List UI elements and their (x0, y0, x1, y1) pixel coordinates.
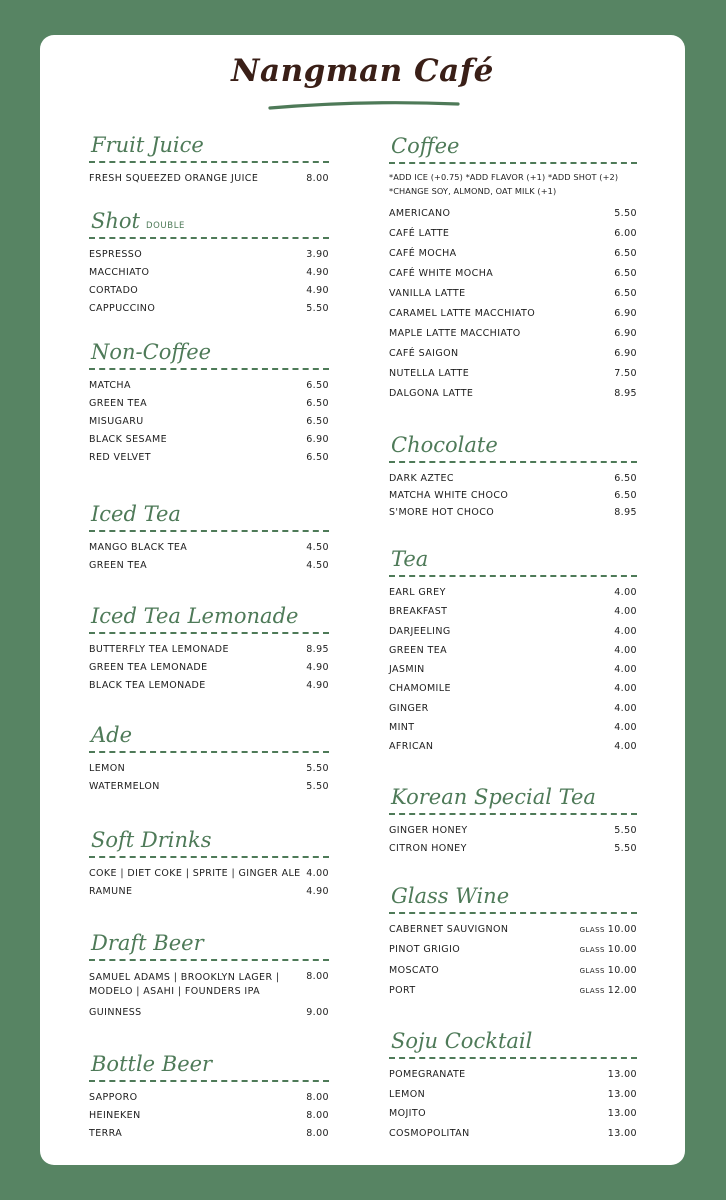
menu-item (389, 739, 637, 758)
section-header (89, 334, 329, 370)
section-header (389, 541, 637, 577)
menu-item (89, 678, 329, 696)
item-price (580, 944, 637, 955)
item-price: 4.00 (614, 741, 637, 753)
section-ade (89, 717, 329, 797)
item-price-value: 10.00 (607, 964, 637, 976)
section-header (89, 598, 329, 634)
item-name: MATCHA WHITE CHOCO (389, 490, 509, 501)
item-price: 6.50 (614, 288, 637, 299)
section-iced-tea-lemonade (89, 598, 329, 696)
item-price: 8.00 (306, 1092, 329, 1103)
item-name: VANILLA LATTE (389, 288, 466, 299)
section-title: Ade (91, 723, 133, 747)
section-draft-beer (89, 925, 329, 1023)
menu-item (89, 283, 329, 301)
section-fruit-juice (89, 127, 329, 189)
item-name: GREEN TEA (89, 560, 147, 571)
menu-item (89, 866, 329, 884)
section-title: Soju Cocktail (391, 1029, 533, 1053)
menu-item (89, 660, 329, 678)
menu-item (389, 346, 637, 366)
section-title (91, 209, 185, 233)
section-header (89, 822, 329, 858)
item-price: 6.50 (306, 380, 329, 391)
item-price: 4.90 (306, 285, 329, 296)
section-title: Tea (391, 547, 429, 571)
item-name: CAFÉ LATTE (389, 228, 450, 239)
item-name: POMEGRANATE (389, 1069, 466, 1080)
item-name: MINT (389, 722, 415, 734)
item-name: PINOT GRIGIO (389, 944, 461, 956)
menu-item (389, 823, 637, 841)
section-title: Iced Tea (91, 502, 181, 526)
item-price: 6.90 (614, 308, 637, 319)
item-price: 6.50 (306, 416, 329, 427)
menu-item (389, 681, 637, 700)
section-header (89, 1046, 329, 1082)
item-price: 13.00 (607, 1108, 637, 1120)
item-price: 4.90 (306, 886, 329, 897)
item-name: MOSCATO (389, 964, 440, 976)
item-name: GREEN TEA (89, 398, 147, 409)
item-name-line-1: SAMUEL ADAMS | BROOKLYN LAGER | (89, 972, 280, 983)
item-name: MOJITO (389, 1108, 426, 1120)
section-soft-drinks (89, 822, 329, 902)
menu-item (89, 247, 329, 265)
section-title: Soft Drinks (91, 828, 212, 852)
menu-item (89, 450, 329, 468)
menu-item (389, 942, 637, 962)
item-name: GREEN TEA LEMONADE (89, 662, 208, 673)
item-price: 6.50 (306, 398, 329, 409)
menu-item (389, 720, 637, 739)
menu-item (389, 366, 637, 386)
menu-item (389, 326, 637, 346)
item-price: 8.00 (306, 1128, 329, 1139)
item-price: 5.50 (306, 303, 329, 314)
item-price: 4.00 (306, 868, 329, 879)
item-name: TERRA (89, 1128, 123, 1139)
section-glass-wine (389, 878, 637, 1003)
item-name: AMERICANO (389, 208, 451, 219)
menu-item (389, 266, 637, 286)
item-price: 4.50 (306, 560, 329, 571)
menu-item (89, 265, 329, 283)
item-name: S'MORE HOT CHOCO (389, 507, 495, 518)
section-bottle-beer (89, 1046, 329, 1144)
section-title-text: Shot (91, 209, 140, 233)
glass-unit-label: GLASS (579, 946, 605, 955)
menu-item (389, 643, 637, 662)
item-name: CORTADO (89, 285, 139, 296)
item-price: 8.00 (306, 173, 329, 184)
item-price: 6.00 (614, 228, 637, 239)
item-price-value: 12.00 (607, 984, 637, 996)
menu-item (89, 884, 329, 902)
menu-item (89, 558, 329, 576)
menu-item (389, 983, 637, 1003)
section-iced-tea (89, 496, 329, 576)
item-name: CAFÉ WHITE MOCHA (389, 268, 494, 279)
menu-item (89, 1005, 329, 1023)
item-name: GREEN TEA (389, 644, 447, 656)
item-price: 8.95 (306, 644, 329, 655)
item-price: 8.00 (306, 971, 329, 982)
section-subtitle: DOUBLE (146, 221, 185, 231)
menu-item (389, 662, 637, 681)
glass-unit-label: GLASS (579, 966, 605, 975)
item-price: 4.00 (614, 606, 637, 618)
item-name: WATERMELON (89, 781, 160, 792)
item-name: MACCHIATO (89, 267, 150, 278)
menu-item (89, 171, 329, 189)
item-price: 9.00 (306, 1007, 329, 1018)
item-price: 4.00 (614, 664, 637, 676)
item-name: JASMIN (389, 664, 425, 676)
section-header (89, 127, 329, 163)
item-price: 4.00 (614, 587, 637, 598)
menu-item (89, 432, 329, 450)
section-shot (89, 203, 329, 319)
item-price: 4.90 (306, 267, 329, 278)
menu-item (89, 396, 329, 414)
section-title: Korean Special Tea (391, 785, 596, 809)
menu-item (89, 414, 329, 432)
menu-item (389, 1087, 637, 1107)
item-name: RED VELVET (89, 452, 151, 463)
section-header (89, 925, 329, 961)
item-price: 4.00 (614, 644, 637, 656)
item-price: 6.50 (614, 490, 637, 501)
coffee-note-line-2: *CHANGE SOY, ALMOND, OAT MILK (+1) (389, 186, 557, 196)
section-non-coffee (89, 334, 329, 468)
item-name-line-2: MODELO | ASAHI | FOUNDERS IPA (89, 986, 261, 997)
menu-title: Nangman Café (231, 53, 494, 89)
item-price: 5.50 (614, 825, 637, 836)
menu-item (389, 386, 637, 406)
item-price: 6.50 (614, 268, 637, 279)
item-name: COKE | DIET COKE | SPRITE | GINGER ALE (89, 868, 301, 879)
menu-item (389, 488, 637, 505)
menu-item (89, 969, 329, 1005)
section-title: Coffee (391, 134, 460, 158)
menu-item (389, 963, 637, 983)
item-name: MANGO BLACK TEA (89, 542, 188, 553)
menu-item (389, 1106, 637, 1126)
section-header (89, 496, 329, 532)
menu-title-block (40, 53, 685, 89)
menu-item (89, 1090, 329, 1108)
item-name: DALGONA LATTE (389, 388, 474, 399)
section-tea (389, 541, 637, 759)
coffee-options-note (389, 170, 637, 198)
section-title: Bottle Beer (91, 1052, 213, 1076)
item-price: 6.50 (306, 452, 329, 463)
menu-item (89, 378, 329, 396)
item-name: FRESH SQUEEZED ORANGE JUICE (89, 173, 259, 184)
section-header (389, 427, 637, 463)
item-price: 6.50 (614, 473, 637, 484)
section-korean-special-tea (389, 779, 637, 859)
item-name: DARK AZTEC (389, 473, 454, 484)
item-price: 7.50 (614, 368, 637, 379)
item-name: GUINNESS (89, 1007, 142, 1018)
item-price: 5.50 (614, 208, 637, 219)
item-price: 8.00 (306, 1110, 329, 1121)
menu-item (89, 1126, 329, 1144)
menu-item (389, 306, 637, 326)
item-price-value: 10.00 (607, 944, 637, 956)
item-name: COSMOPOLITAN (389, 1128, 470, 1140)
item-price: 4.90 (306, 662, 329, 673)
item-name: NUTELLA LATTE (389, 368, 470, 379)
glass-unit-label: GLASS (579, 926, 605, 934)
item-price: 4.50 (306, 542, 329, 553)
item-price: 5.50 (306, 763, 329, 774)
menu-item (389, 701, 637, 720)
item-price: 6.50 (614, 248, 637, 259)
item-price-value: 10.00 (607, 924, 637, 935)
item-price: 5.50 (306, 781, 329, 792)
item-price: 6.90 (614, 348, 637, 359)
menu-item (89, 540, 329, 558)
menu-item (389, 1126, 637, 1146)
menu-item (389, 286, 637, 306)
section-title: Draft Beer (91, 931, 204, 955)
menu-item (389, 922, 637, 942)
section-title: Iced Tea Lemonade (91, 604, 299, 628)
menu-item (389, 505, 637, 522)
item-name: MAPLE LATTE MACCHIATO (389, 328, 521, 339)
item-name: ESPRESSO (89, 249, 143, 260)
menu-item (389, 841, 637, 859)
menu-item (389, 226, 637, 246)
menu-item (89, 1108, 329, 1126)
menu-item (89, 761, 329, 779)
item-name: CHAMOMILE (389, 683, 451, 695)
item-name: CAFÉ MOCHA (389, 248, 457, 259)
menu-item (89, 301, 329, 319)
item-name: BREAKFAST (389, 606, 448, 618)
section-header (389, 1023, 637, 1059)
menu-item (89, 642, 329, 660)
item-price: 13.00 (607, 1069, 637, 1080)
item-price: 6.90 (614, 328, 637, 339)
item-name: EARL GREY (389, 587, 446, 598)
item-price (580, 965, 637, 976)
menu-item (389, 604, 637, 623)
item-name: BLACK TEA LEMONADE (89, 680, 206, 691)
item-price (580, 985, 637, 996)
section-title: Chocolate (391, 433, 498, 457)
section-title: Glass Wine (391, 884, 510, 908)
menu-item (89, 779, 329, 797)
section-header (89, 203, 329, 239)
item-price: 8.95 (614, 507, 637, 518)
item-name: CAPPUCCINO (89, 303, 156, 314)
item-price (580, 924, 637, 935)
item-name: CABERNET SAUVIGNON (389, 924, 509, 935)
item-price: 6.90 (306, 434, 329, 445)
item-name: LEMON (389, 1088, 426, 1100)
item-price: 4.00 (614, 625, 637, 637)
menu-card (40, 35, 685, 1165)
item-price: 13.00 (607, 1088, 637, 1100)
item-name: SAPPORO (89, 1092, 138, 1103)
section-header (89, 717, 329, 753)
item-name (89, 971, 279, 999)
menu-item (389, 246, 637, 266)
item-name: AFRICAN (389, 741, 434, 753)
coffee-note-line-1: *ADD ICE (+0.75) *ADD FLAVOR (+1) *ADD SHOT (+2) (389, 172, 619, 182)
menu-item (389, 1067, 637, 1087)
item-name: LEMON (89, 763, 126, 774)
section-title: Non-Coffee (91, 340, 212, 364)
item-name: HEINEKEN (89, 1110, 141, 1121)
item-name: CARAMEL LATTE MACCHIATO (389, 308, 536, 319)
glass-unit-label: GLASS (579, 986, 605, 995)
item-name: CITRON HONEY (389, 843, 467, 854)
menu-item (389, 585, 637, 604)
item-price: 4.90 (306, 680, 329, 691)
menu-item (389, 471, 637, 488)
item-price: 4.00 (614, 702, 637, 714)
item-price: 8.95 (614, 388, 637, 399)
item-name: GINGER (389, 702, 429, 714)
section-coffee (389, 128, 637, 406)
item-price: 5.50 (614, 843, 637, 854)
item-price: 3.90 (306, 249, 329, 260)
item-name: MATCHA (89, 380, 131, 391)
item-name: MISUGARU (89, 416, 144, 427)
item-name: GINGER HONEY (389, 825, 468, 836)
section-header (389, 779, 637, 815)
item-price: 4.00 (614, 722, 637, 734)
section-header (389, 878, 637, 914)
section-title: Fruit Juice (91, 133, 204, 157)
section-chocolate (389, 427, 637, 522)
item-price: 4.00 (614, 683, 637, 695)
menu-item (389, 206, 637, 226)
item-price: 13.00 (607, 1128, 637, 1140)
item-name: BLACK SESAME (89, 434, 167, 445)
item-name: RAMUNE (89, 886, 133, 897)
section-soju-cocktail (389, 1023, 637, 1146)
section-header (389, 128, 637, 164)
item-name: CAFÉ SAIGON (389, 348, 459, 359)
menu-item (389, 624, 637, 643)
item-name: PORT (389, 984, 416, 996)
item-name: BUTTERFLY TEA LEMONADE (89, 644, 229, 655)
item-name: DARJEELING (389, 625, 451, 637)
title-underline-swoosh (268, 99, 460, 111)
